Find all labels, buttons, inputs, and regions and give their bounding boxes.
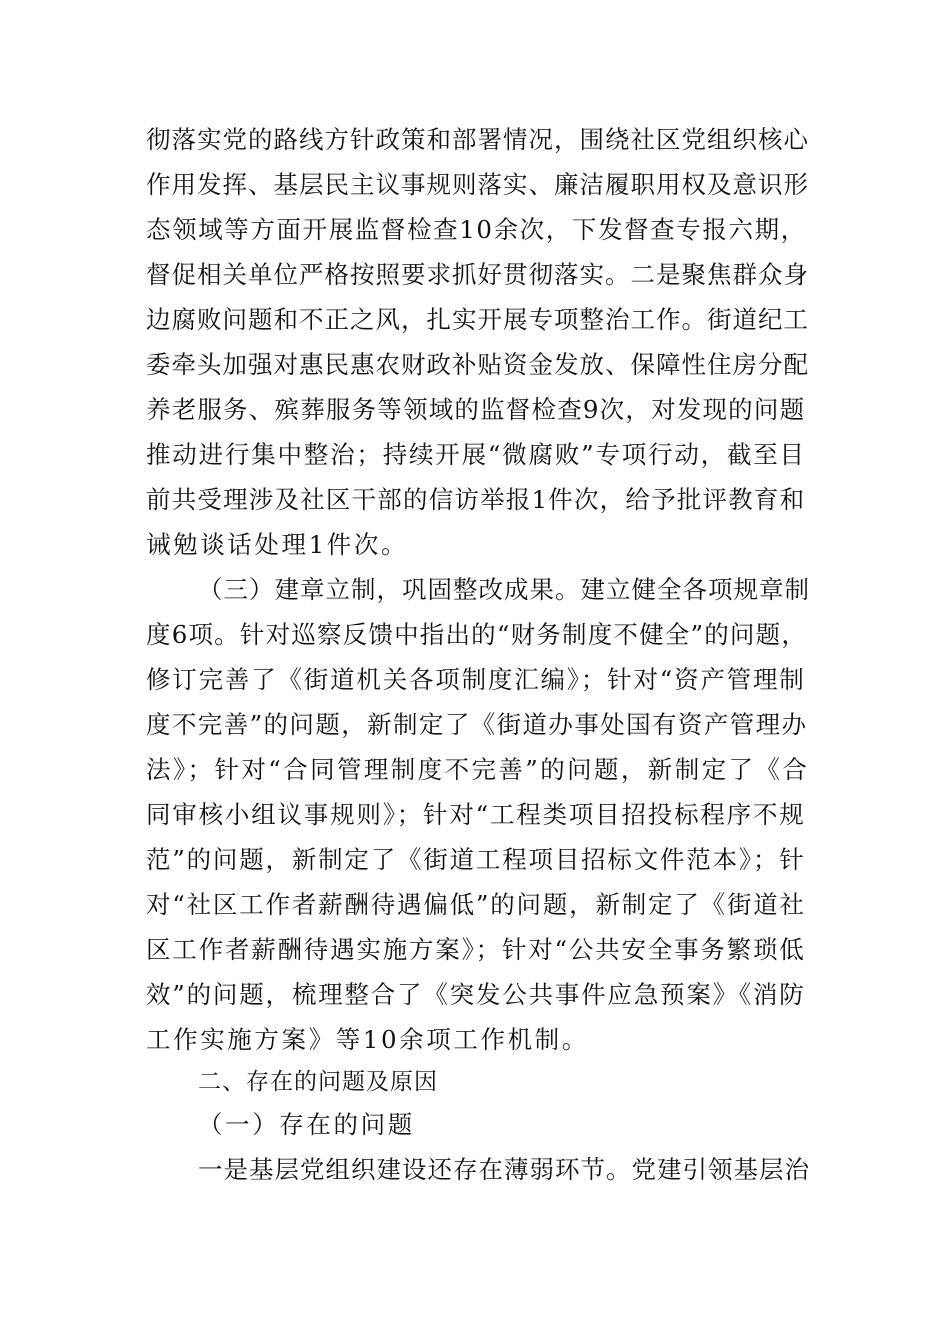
body-line: 度不完善”的问题，新制定了《街道办事处国有资产管理办 [146, 710, 808, 739]
body-line: 养老服务、殡葬服务等领域的监督检查9次，对发现的问题 [146, 395, 806, 424]
body-line: 态领域等方面开展监督检查10余次，下发督查专报六期， [146, 215, 807, 244]
body-line: 对“社区工作者薪酬待遇偏低”的问题，新制定了《街道社 [146, 890, 806, 919]
body-line: 法》；针对“合同管理制度不完善”的问题，新制定了《合 [146, 755, 810, 784]
body-line: 督促相关单位严格按照要求抓好贯彻落实。二是聚焦群众身 [146, 260, 809, 289]
body-line: 范”的问题，新制定了《街道工程项目招标文件范本》；针 [146, 845, 806, 874]
body-line: 前共受理涉及社区干部的信访举报1件次，给予批评教育和 [146, 485, 806, 514]
body-line: 区工作者薪酬待遇实施方案》；针对“公共安全事务繁琐低 [146, 935, 806, 964]
body-line: 边腐败问题和不正之风，扎实开展专项整治工作。街道纪工 [146, 305, 809, 334]
section-heading: 二、存在的问题及原因 [198, 1069, 438, 1095]
body-line: 修订完善了《街道机关各项制度汇编》；针对“资产管理制 [146, 665, 806, 694]
paragraph-start-line: 一是基层党组织建设还存在薄弱环节。党建引领基层治 [198, 1155, 810, 1184]
body-line: 委牵头加强对惠民惠农财政补贴资金发放、保障性住房分配 [146, 350, 809, 379]
body-line: 工作实施方案》等10余项工作机制。 [146, 1025, 589, 1054]
body-line: 同审核小组议事规则》；针对“工程类项目招投标程序不规 [146, 800, 806, 829]
body-line: 效”的问题，梳理整合了《突发公共事件应急预案》《消防 [146, 980, 806, 1009]
body-line: 诫勉谈话处理1件次。 [146, 530, 409, 559]
subsection-heading: （一）存在的问题 [198, 1110, 415, 1139]
paragraph-start-line: （三）建章立制，巩固整改成果。建立健全各项规章制 [198, 575, 810, 604]
body-line: 推动进行集中整治；持续开展“微腐败”专项行动，截至目 [146, 440, 806, 469]
body-line: 彻落实党的路线方针政策和部署情况，围绕社区党组织核心 [146, 125, 809, 154]
body-line: 度6项。针对巡察反馈中指出的“财务制度不健全”的问题， [146, 620, 808, 649]
body-line: 作用发挥、基层民主议事规则落实、廉洁履职用权及意识形 [146, 170, 809, 199]
